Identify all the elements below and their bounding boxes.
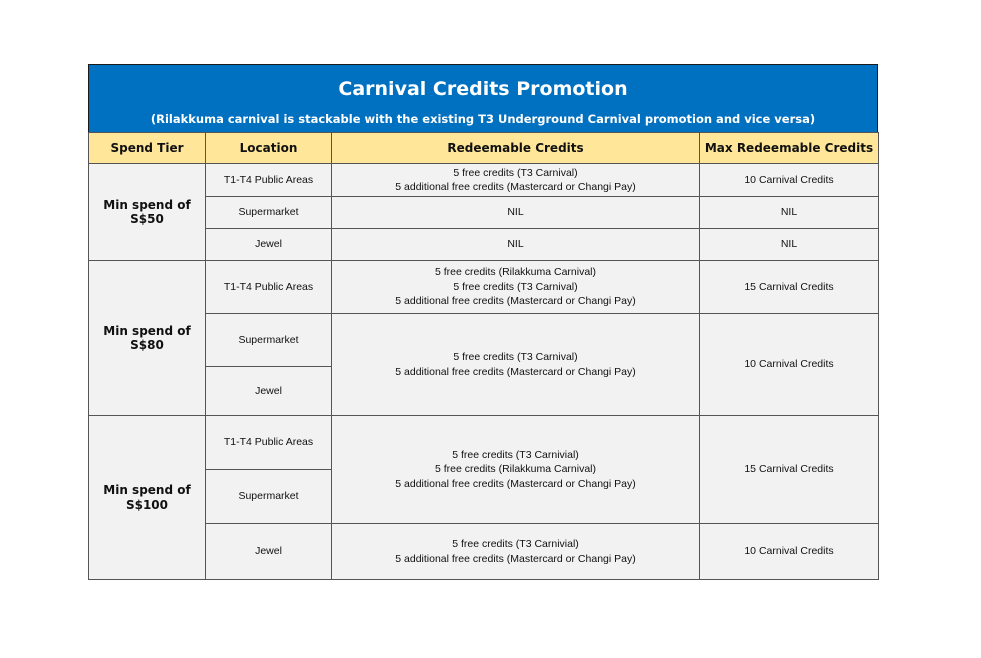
credit-line: 5 free credits (T3 Carnivial) <box>452 538 579 550</box>
max-credits-cell: 10 Carnival Credits <box>700 524 879 580</box>
location-cell: Jewel <box>206 524 332 580</box>
table-subtitle: (Rilakkuma carnival is stackable with the existing T3 Underground Carnival promotion and vice versa) <box>150 112 816 126</box>
credits-cell <box>332 314 700 416</box>
credit-line: 5 free credits (T3 Carnivial) <box>452 448 579 461</box>
spend-tier-80: Min spend of S$80 <box>89 261 206 416</box>
table-row <box>89 261 879 314</box>
credits-cell <box>332 416 700 524</box>
promotion-table-container <box>88 64 878 580</box>
credits-cell <box>332 524 700 580</box>
location-cell: T1-T4 Public Areas <box>206 416 332 470</box>
credit-line: 5 free credits (T3 Carnival) <box>453 280 578 293</box>
max-credits-cell: NIL <box>700 197 879 229</box>
credits-table <box>88 132 879 580</box>
credits-cell: NIL <box>332 197 700 229</box>
credit-line: 5 free credits (T3 Carnival) <box>453 351 578 363</box>
location-cell: Jewel <box>206 367 332 416</box>
credits-cell <box>332 261 700 314</box>
max-credits-cell: 10 Carnival Credits <box>700 314 879 416</box>
table-row <box>89 164 879 197</box>
location-cell: Supermarket <box>206 197 332 229</box>
column-header-spend-tier: Spend Tier <box>89 133 206 164</box>
spend-tier-50: Min spend of S$50 <box>89 164 206 261</box>
table-header-banner <box>88 64 878 132</box>
spend-tier-100: Min spend of S$100 <box>89 416 206 580</box>
credit-line: 5 additional free credits (Mastercard or Changi Pay) <box>395 552 636 565</box>
credit-line: 5 additional free credits (Mastercard or Changi Pay) <box>395 365 636 378</box>
credit-line: 5 free credits (Rilakkuma Carnival) <box>434 266 597 279</box>
table-row <box>89 314 879 367</box>
max-credits-cell: NIL <box>700 229 879 261</box>
max-credits-cell: 15 Carnival Credits <box>700 261 879 314</box>
table-row <box>89 524 879 580</box>
column-header-redeemable-credits: Redeemable Credits <box>332 133 700 164</box>
column-header-location: Location <box>206 133 332 164</box>
table-row <box>89 197 879 229</box>
location-cell: T1-T4 Public Areas <box>206 164 332 197</box>
max-credits-cell: 15 Carnival Credits <box>700 416 879 524</box>
credit-line: 5 free credits (Rilakkuma Carnival) <box>434 463 597 476</box>
location-cell: T1-T4 Public Areas <box>206 261 332 314</box>
credit-line: 5 additional free credits (Mastercard or Changi Pay) <box>395 181 636 193</box>
credit-line: 5 free credits (T3 Carnival) <box>453 166 578 179</box>
table-row <box>89 416 879 470</box>
credits-cell <box>332 164 700 197</box>
credits-cell: NIL <box>332 229 700 261</box>
credit-line: 5 additional free credits (Mastercard or Changi Pay) <box>395 477 636 490</box>
location-cell: Supermarket <box>206 314 332 367</box>
max-credits-cell: 10 Carnival Credits <box>700 164 879 197</box>
location-cell: Supermarket <box>206 470 332 524</box>
location-cell: Jewel <box>206 229 332 261</box>
table-title: Carnival Credits Promotion <box>338 78 628 100</box>
column-header-max-credits: Max Redeemable Credits <box>700 133 879 164</box>
column-header-row <box>89 133 879 164</box>
credit-line: 5 additional free credits (Mastercard or Changi Pay) <box>395 295 636 308</box>
table-row <box>89 229 879 261</box>
